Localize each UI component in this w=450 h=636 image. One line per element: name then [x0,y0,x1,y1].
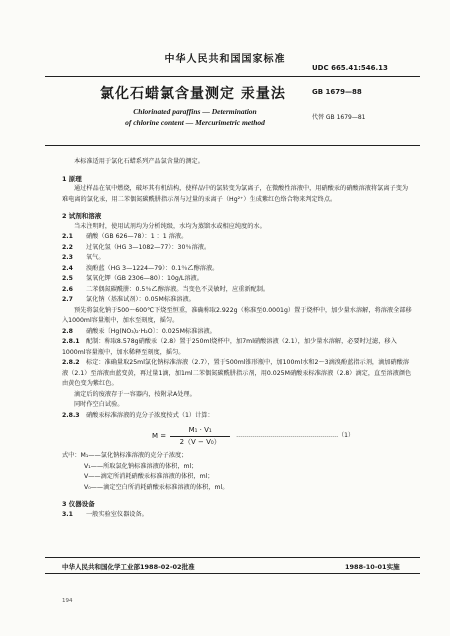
formula-tag: ……………………………………………（1） [236,431,354,439]
item-number: 2.8 [62,327,73,335]
reagent-item [62,232,414,243]
reagent-item [62,274,414,285]
item-text: 二苯偶氮碳酰肼：0.5％乙醇溶液。当变色不灵敏时，应重新配制。 [86,285,270,293]
blank-note: 同时作空白试验。 [74,401,124,408]
reagent-item [62,285,414,296]
footer-rule-bottom [45,573,420,574]
item-text: 标定：准确量取25ml氯化钠标准溶液（2.7），置于500ml锥形瓶中，加100ml水和2～3滴溴酚蓝指示剂，滴加硝酸溶液（2.1）至溶液由蓝变黄，再过量1滴，加1ml二苯偶氮碳酰肼指示剂，用0.025M硝酸汞标准溶液（2.8）滴定，直至溶液颜色由黄色变为紫红色。 [62,359,412,387]
item-text: 溴酚蓝（HG 3—1224—79）：0.1％乙醇溶液。 [86,264,219,272]
item-text: 氧气。 [86,254,105,261]
item-number: 2.1 [62,233,73,240]
item-number: 2.2 [62,243,73,251]
legend-line: V₁——所取氯化钠标准溶液的体积，ml； [84,462,198,470]
footer-rule [45,557,420,558]
section-2-intro: 当未注明时，使用试剂均为分析纯级，水均为蒸馏水或相应纯度的水。 [74,222,266,230]
reagent-2-8-1 [62,337,414,358]
formula-denominator: 2（V − V₀） [179,437,221,446]
item-text: 氯化钠（基准试剂）：0.05M标准溶液。 [86,296,195,303]
item-text: 一般实验室仪器设备。 [86,510,148,518]
item-text: 配制：称取8.578g硝酸汞（2.8）置于250ml烧杯中，加7ml硝酸溶液（2.1），加少量水溶解，必要时过滤，移入1000ml容量瓶中，加水稀释至刻度，摇匀。 [62,338,397,356]
section-2-title: 2 试剂和溶液 [62,212,102,220]
document-title: 氯化石蜡氯含量测定 汞量法 [100,86,286,102]
reagent-2-8-2 [62,358,414,390]
formula-fraction [170,425,230,447]
section-3-title: 3 仪器设备 [62,500,95,508]
document-body [62,157,414,520]
item-number: 2.8.1 [62,338,80,345]
legend-line: V——滴定所消耗硝酸汞标准溶液的体积，ml； [84,473,214,480]
english-title [95,106,295,128]
approval-line: 中华人民共和国化学工业部1988-02-02批准 [62,563,195,571]
formula-numerator: M₁ · V₁ [188,426,212,434]
title-rule [45,145,420,146]
udc-code: UDC 665.41:546.13 [312,64,388,72]
implementation-date: 1988-10-01实施 [345,563,400,571]
item-number: 2.8.3 [62,411,80,419]
standard-code: GB 1679—88 [312,88,362,96]
item-text: 过氧化氢（HG 3—1082—77）：30％溶液。 [86,243,211,251]
reagent-list [62,232,414,306]
item-number: 2.7 [62,296,73,303]
standard-org-title: 中华人民共和国国家标准 [164,54,286,65]
formula-lhs: M = [152,431,167,440]
header-rule [45,76,420,77]
item-number: 2.5 [62,275,73,282]
formula-legend [62,451,414,493]
item-text: 硝酸（GB 626—78）：1 ：1 溶液。 [86,233,188,240]
reagent-item [62,253,414,264]
english-title-line-1: Chlorinated paraffins — Determination [133,107,257,116]
equipment-3-1 [62,510,414,521]
formula [152,425,414,447]
page-number: 194 [62,598,73,604]
reagent-item [62,264,414,275]
scope-text: 本标准适用于氯化石蜡系列产品氯含量的测定。 [74,158,204,165]
section-1-text: 通过样品在氧中燃烧，破坏其有机结构，使样品中的氯转变为氯离子，在微酸性溶液中，用硝酸汞的硝酸溶液将氯离子变为难电离的氯化汞，用二苯偶氮碳酰肼指示剂与过量的汞离子（Hg²⁺）生成紫红色络合物来判定终点。 [62,185,409,203]
item-text: 氢氧化钾（GB 2306—80）：10g/L溶液。 [86,275,203,282]
reagent-item [62,243,414,254]
item-number: 2.4 [62,264,73,272]
reagent-2-8-3 [62,411,414,422]
reagent-item [62,295,414,306]
section-1-title: 1 原理 [62,174,82,183]
legend-line: V₀——滴定空白所消耗硝酸汞标准溶液的体积，ml。 [84,483,229,491]
nacl-preparation: 预先将氯化钠于500～600℃下烧至恒重，准确称取2.922g（称准至0.0001g）置于烧杯中，加少量水溶解，将溶液全部移入1000ml容量瓶中，加水至刻度，摇匀。 [62,306,412,324]
replaces-note: 代替 GB 1679—81 [312,114,366,121]
item-number: 2.8.2 [62,359,80,366]
legend-line: 式中：M₁——氯化钠标准溶液的克分子浓度； [62,452,188,459]
item-number: 2.3 [62,254,73,261]
item-number: 2.6 [62,285,73,293]
waste-note: 滴定后的废液存于一容器内，按附录A处理。 [74,390,196,398]
item-text: 硝酸汞标准溶液的克分子浓度按式（1）计算： [86,411,214,419]
english-title-line-2: of chlorine content — Mercurimetric method [125,118,265,127]
reagent-2-8 [62,327,414,338]
item-number: 3.1 [62,510,73,518]
item-text: 硝酸汞〔Hg(NO₃)₂·H₂O〕：0.025M标准溶液。 [86,327,216,335]
